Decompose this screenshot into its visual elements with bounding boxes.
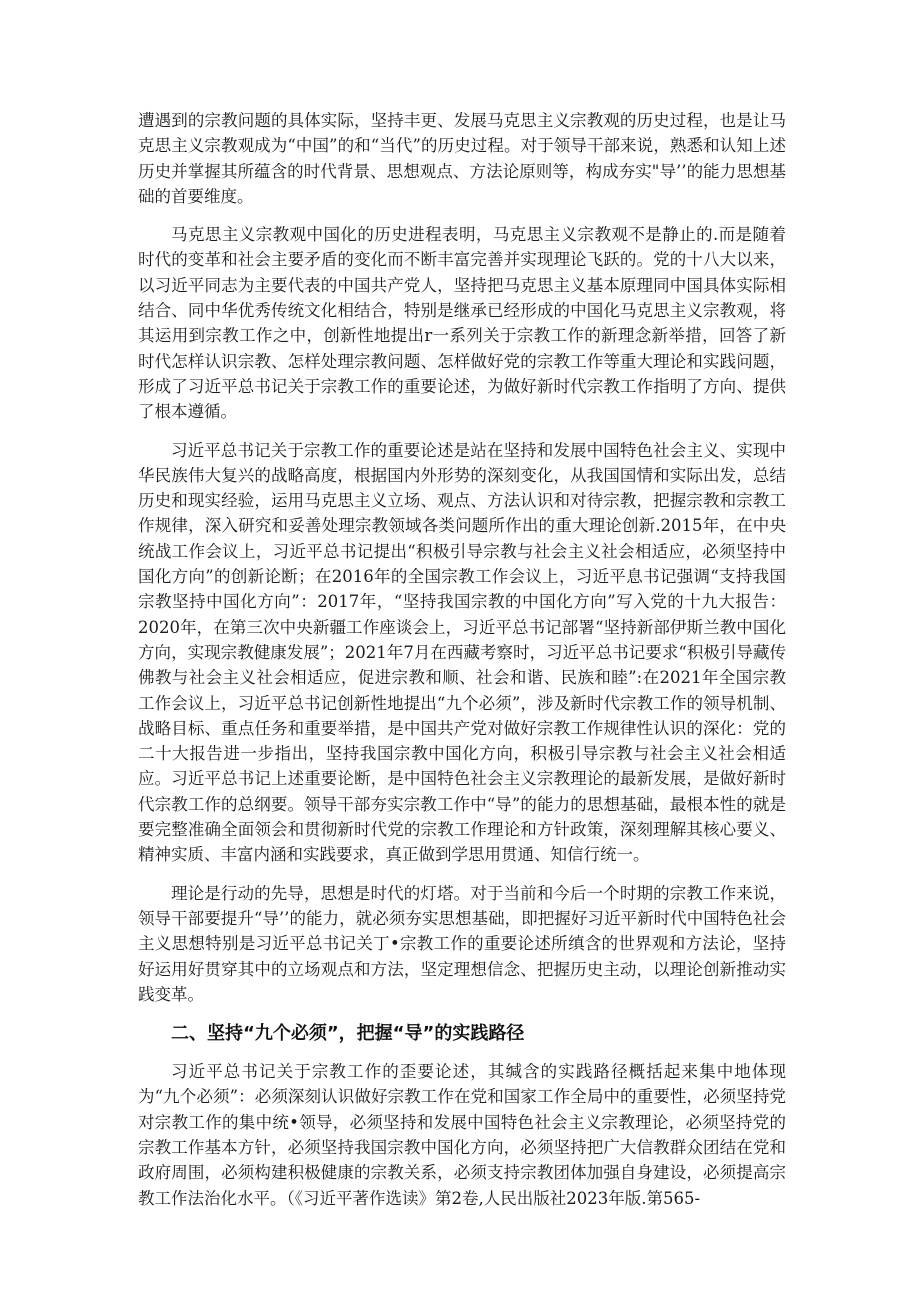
paragraph-continuation: 遭遇到的宗教问题的具体实际，坚持丰更、发展马克思主义宗教观的历史过程，也是让马克思主义宗教观成为“中国”的和“当代”的历史过程。对于领导干部来说，熟悉和认知上述历史并掌握其所蕴含的时代背景、思想观点、方法论原则等，构成夯实"导’’的能力思想基础的首要维度。	[138, 111, 786, 206]
section-heading: 二、坚持“九个必须”，把握“导”的实践路径	[171, 1023, 525, 1045]
paragraph-sinicization-history: 马克思主义宗教观中国化的历史进程表明，马克思主义宗教观不是静止的.而是随着时代的变革和社会主要矛盾的变化而不断丰富完善并实现理论飞跃的。党的十八大以来，以习近平同志为主要代表的中国共产党人，坚持把马克思主义基本原理同中国具体实际相结合、同中华优秀传统文化相结合，特别是继承已经形成的中国化马克思主义宗教观，将其运用到宗教工作之中，创新性地提出r一系列关于宗教工作的新理念新举措，回答了新时代怎样认识宗教、怎样处理宗教问题、怎样做好党的宗教工作等重大理论和实践问题，形成了习近平总书记关于宗教工作的重要论述，为做好新时代宗教工作指明了方向、提供了根本遵循。	[138, 225, 786, 422]
paragraph-nine-musts: 习近平总书记关于宗教工作的歪要论述，其缄含的实践路径概括起来集中地体现为“九个必须”：必须深刻认识做好宗教工作在党和国家工作全局中的重要性，必须坚持党对宗教工作的集中统•领导，必须坚持和发展中国特色社会主义宗教理论，必须坚持党的宗教工作基本方针，必须坚持我国宗教中国化方向，必须坚持把广大信教群众团结在党和政府周围，必须构建积极健康的宗教关系，必须支持宗教团体加强自身建设，必须提高宗教工作法治化水平。（《习近平著作选读》第2卷,人民出版社2023年版.第565-	[138, 1062, 786, 1208]
paragraph-theory-guidance: 理论是行动的先导，思想是时代的灯塔。对于当前和今后一个时期的宗教工作来说，领导干部要提升“导’’的能力，就必须夯实思想基础，即把握好习近平新时代中国特色社会主义思想特别是习近平总书记关丁•宗教工作的重要论述所缜含的世界观和方法论，坚持好运用好贯穿其中的立场观点和方法，坚定理想信念、把握历史主动，以理论创新推动实践变革。	[138, 883, 786, 1004]
paragraph-important-expositions: 习近平总书记关于宗教工作的重要论述是站在坚持和发展中国特色社会主义、实现中华民族伟大复兴的战略高度，根据国内外形势的深刻变化，从我国国情和实际出发，总结历史和现实经验，运用马克思主义立场、观点、方法认识和对待宗教，把握宗教和宗教工作规律，深入研究和妥善处理宗教领域各类问题所作出的重大理论创新.2015年，在中央统战工作会议上，习近平总书记提出“积极引导宗教与社会主义社会相适应，必须坚持中国化方向”的创新论断；在2016年的全国宗教工作会议上，习近平息书记强调“支持我国宗教坚持中国化方向”：2017年，“坚持我国宗教的中国化方向”写入党的十九大报告：2020年，在第三次中央新疆工作座谈会上，习近平总书记部署“坚持新部伊斯兰教中国化方向，实现宗教健康发展”；2021年7月在西藏考察时，习近平总书记要求“积极引导藏传佛教与社会主义社会相适应，促进宗教和顺、社会和谐、民族和睦”:在2021年全国宗教工作会议上，习近平总书记创新性地提出“九个必须”，涉及新时代宗教工作的领导机制、战略目标、重点任务和重要举措，是中国共产党对做好宗教工作规律性认识的深化：党的二十大报告进一步指出，坚持我国宗教中国化方向，积极引导宗教与社会主义社会相适应。习近平总书记上述重要论断，是中国特色社会主义宗教理论的最新发展，是做好新时代宗教工作的总纲要。领导干部夯实宗教工作中“导”的能力的思想基础，最根本性的就是要完整准确全面领会和贯彻新时代党的宗教工作理论和方针政策，深刻理解其核心要义、精神实质、丰富内涵和实践要求，真正做到学思用贯通、知信行统一。	[138, 440, 786, 865]
document-body	[138, 108, 786, 1224]
